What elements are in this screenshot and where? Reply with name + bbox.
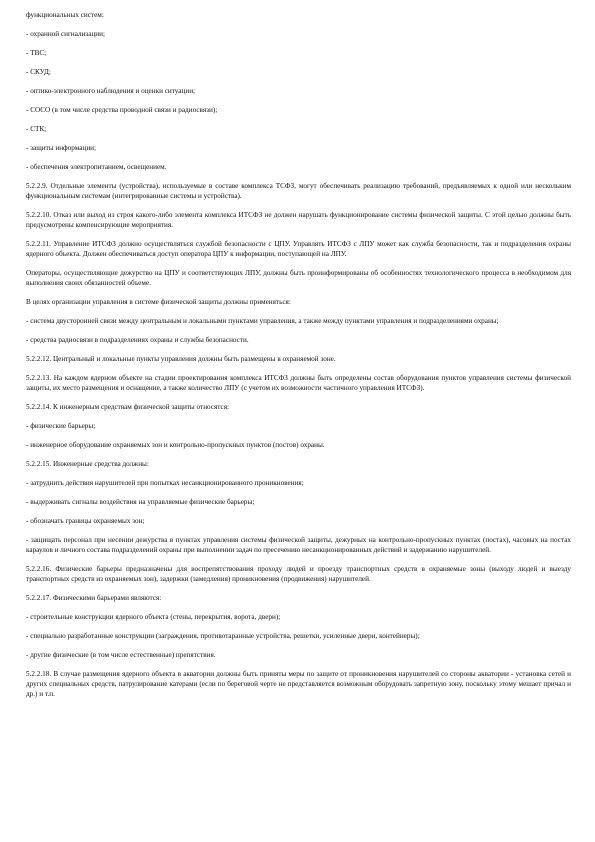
clause-5-2-2-13: 5.2.2.13. На каждом ядерном объекте на стадии проектирования комплекса ИТСФЗ должны быть определены состав оборудования пунктов управления системы физической защиты, их место размещения и оснащение, а также количество ЛПУ (с учетом их возможности частичного управления ИТСФЗ). — [26, 374, 571, 392]
clause-5-2-2-10: 5.2.2.10. Отказ или выход из строя какого-либо элемента комплекса ИТСФЗ не должен нарушать функционирование системы физической защиты. С этой целью должны быть предусмотрены компенсирующие мероприятия. — [26, 211, 571, 229]
clause-5-2-2-14: 5.2.2.14. К инженерным средствам физической защиты относятся: — [26, 403, 230, 411]
paragraph: В целях организации управления в системе физической защиты должны применяться: — [26, 298, 291, 306]
clause-5-2-2-9: 5.2.2.9. Отдельные элементы (устройства), используемые в составе комплекса ТСФЗ, могут обеспечивать реализацию требований, предъявляемых к одной или нескольким функциональным системам (интегрированные системы и устройства). — [26, 182, 571, 200]
paragraph: Операторы, осуществляющие дежурство на ЦПУ и соответствующих ЛПУ, должны быть проинформированы об особенностях технологического процесса в необходимом для выполнения своих обязанностей объеме. — [26, 269, 571, 287]
list-item: - СТК; — [26, 125, 47, 133]
list-item: - строительные конструкции ядерного объекта (стены, перекрытия, ворота, двери); — [26, 613, 281, 621]
list-item: - СКУД; — [26, 68, 51, 76]
clause-5-2-2-11: 5.2.2.11. Управление ИТСФЗ должно осуществляться службой безопасности с ЦПУ. Управлять ИТСФЗ с ЛПУ может как служба безопасности, так и подразделения охраны ядерного объекта. Должен обеспечиваться доступ оператора ЦПУ к информации, поступающей на ЛПУ. — [26, 240, 571, 258]
list-item: - инженерное оборудование охраняемых зон и контрольно-пропускных пунктов (постов) охраны. — [26, 441, 325, 449]
list-item: - ТВС; — [26, 49, 47, 57]
paragraph: функциональных систем: — [26, 11, 104, 19]
list-item: - другие физические (в том числе естественные) препятствия. — [26, 651, 216, 659]
list-item: - затруднить действия нарушителей при попытках несанкционированного проникновения; — [26, 479, 304, 487]
list-item: - специально разработанные конструкции (заграждения, противотаранные устройства, решетки, усиленные двери, контейнеры); — [26, 632, 420, 640]
list-item: - охранной сигнализации; — [26, 30, 105, 38]
clause-5-2-2-15: 5.2.2.15. Инженерные средства должны: — [26, 460, 149, 468]
list-item: - СОСО (в том числе средства проводной связи и радиосвязи); — [26, 106, 218, 114]
document-page — [26, 10, 571, 708]
list-item: - выдерживать сигналы воздействия на управляемые физические барьеры; — [26, 498, 255, 506]
list-item: - средства радиосвязи в подразделениях охраны и службы безопасности. — [26, 336, 249, 344]
clause-5-2-2-12: 5.2.2.12. Центральный и локальные пункты управления должны быть размещены в охраняемой зоне. — [26, 355, 336, 363]
clause-5-2-2-17: 5.2.2.17. Физическими барьерами являются: — [26, 594, 162, 602]
list-item: - система двусторонней связи между центральным и локальными пунктами управления, а также между пунктами управления и подразделениями охраны; — [26, 317, 499, 325]
clause-5-2-2-16: 5.2.2.16. Физические барьеры предназначены для воспрепятствования проходу людей и проезду транспортных средств в охраняемые зоны (выходу людей и выезду транспортных средств из охраняемых зон), задержки (замедления) проникновения (продвижения) нарушителей. — [26, 565, 571, 583]
list-item: - физические барьеры; — [26, 422, 96, 430]
clause-5-2-2-18: 5.2.2.18. В случае размещения ядерного объекта в акватории должны быть приняты меры по защите от проникновения нарушителей со стороны акватории - установка сетей и других специальных средств, патрулирование катерами (если по береговой черте не представляется возможным оборудовать запретную зону, поскольку этому мешает причал и др.) и т.п. — [26, 670, 571, 698]
list-item: - оптико-электронного наблюдения и оценки ситуации; — [26, 87, 196, 95]
list-item: - обеспечения электропитанием, освещением. — [26, 163, 167, 171]
list-item: - защиты информации; — [26, 144, 97, 152]
list-item: - защищать персонал при несении дежурства в пунктах управления системы физической защиты, дежурных на контрольно-пропускных пунктах (постах), часовых на постах караулов и личного состава подразделений охраны при выполнении задач по пресечению несанкционированных действий и задержанию нарушителей. — [26, 536, 571, 554]
list-item: - обозначать границы охраняемых зон; — [26, 517, 145, 525]
